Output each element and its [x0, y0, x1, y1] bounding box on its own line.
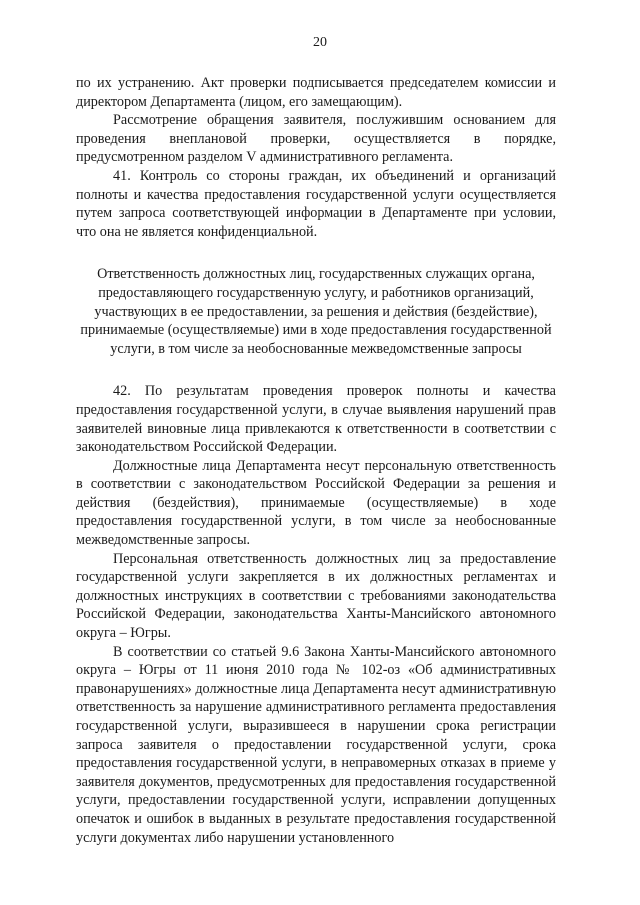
page-number: 20 — [313, 35, 327, 50]
paragraph-42-liability: 42. По результатам проведения проверок полноты и качества предоставления государственной услуги, в случае выявления нарушений прав заявителей виновные лица привлекаются к ответственности в соответствии с законодательством Российской Федерации. — [76, 383, 556, 456]
paragraph-personal-responsibility: Персональная ответственность должностных лиц за предоставление государственной услуги закрепляется в их должностных регламентах и должностных инструкциях в соответствии с требованиями законодательства Российской Федерации, законодательства Ханты-Мансийского автономного округа – Югры. — [76, 550, 556, 642]
section-heading: Ответственность должностных лиц, государственных служащих органа, предоставляющего государственную услугу, и работников организаций, участвующих в ее предоставлении, за решения и действия (бездействие), принимаемые (осуществляемые) ими в ходе предоставления государственной услуги, в том числе за необоснованные межведомственные запросы — [80, 266, 552, 357]
paragraph-unscheduled-inspection: Рассмотрение обращения заявителя, послужившим основанием для проведения внеплановой проверки, осуществляется в порядке, предусмотренном разделом V административного регламента. — [76, 112, 556, 166]
paragraph-act-signing: по их устранению. Акт проверки подписывается председателем комиссии и директором Департамента (лицом, его замещающим). — [76, 75, 556, 110]
document-body — [76, 74, 556, 847]
paragraph-article-9-6: В соответствии со статьей 9.6 Закона Ханты-Мансийского автономного округа – Югры от 11 июня 2010 года № 102-оз «Об административных правонарушениях» должностные лица Департамента несут административную ответственность за нарушение административного регламента предоставления государственной услуги, выразившееся в нарушении срока регистрации запроса заявителя о предоставлении государственной услуги, срока предоставления государственной услуги, в неправомерных отказах в приеме у заявителя документов, предусмотренных для предоставления государственной услуги, предоставлении государственной услуги, исправлении допущенных опечаток и ошибок в выданных в результате предоставления государственной услуги документах либо нарушении установленного — [76, 643, 556, 846]
paragraph-officials-responsibility: Должностные лица Департамента несут персональную ответственность в соответствии с законодательством Российской Федерации за решения и действия (бездействия), принимаемые (осуществляемые) в ходе предоставления государственной услуги, в том числе за необоснованные межведомственные запросы. — [76, 457, 556, 549]
paragraph-41-citizen-control: 41. Контроль со стороны граждан, их объединений и организаций полноты и качества предоставления государственной услуги осуществляется путем запроса соответствующей информации в Департаменте при условии, что она не является конфиденциальной. — [76, 167, 556, 240]
